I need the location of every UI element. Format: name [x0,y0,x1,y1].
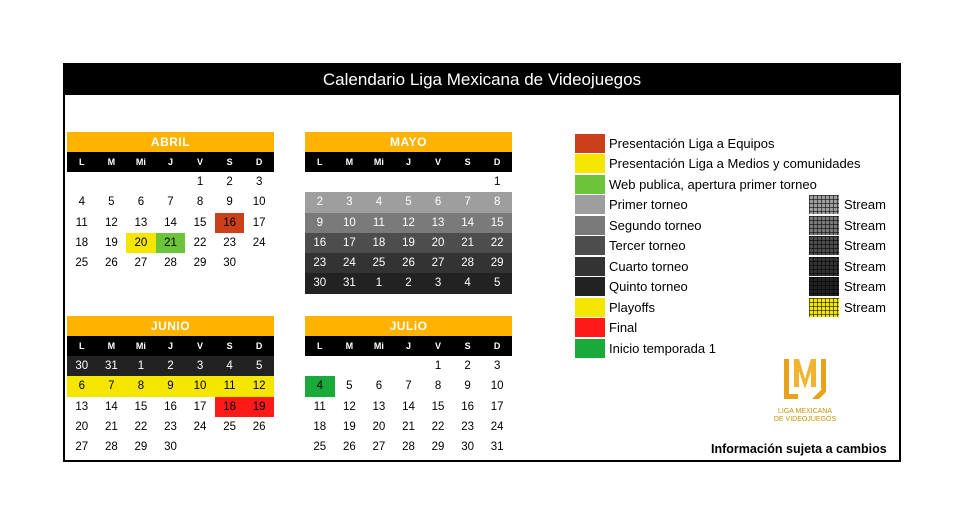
day-cell: 26 [394,253,424,273]
day-cell: 23 [461,420,474,433]
legend [575,133,893,359]
day-cell: 20 [126,233,156,253]
weekday-label: S [464,341,471,351]
week-row [305,213,512,233]
day-cell: 1 [126,356,156,376]
day-cell: 18 [313,420,327,433]
day-cell: 3 [335,192,365,212]
week-row [67,356,274,376]
week-row [305,356,512,376]
day-cell: 6 [137,196,145,209]
week-row [305,417,512,437]
weekday-label: D [255,341,263,351]
day-cell: 5 [394,192,424,212]
day-cell: 22 [431,420,445,433]
day-cell: 27 [372,441,386,454]
day-cell: 2 [305,192,335,212]
week-row [305,273,512,293]
day-cell: 10 [335,213,365,233]
day-cell: 19 [244,397,274,417]
weekday-label: M [345,157,354,167]
weekday-label: Mi [373,341,384,351]
weekday-header [67,336,274,356]
stream-swatch [809,257,839,276]
day-cell: 10 [252,196,266,209]
month-header: MAYO [305,132,512,152]
day-cell: 28 [164,257,177,270]
day-cell: 2 [394,273,424,293]
legend-swatch [575,175,605,194]
day-cell [305,356,335,376]
weekday-label: L [317,157,323,167]
day-cell [215,437,245,457]
day-cell: 11 [75,216,88,229]
logo-caption [770,408,840,424]
legend-swatch [575,154,605,173]
day-cell: 19 [104,236,118,249]
day-cell [364,356,394,376]
stream-indicator [809,298,886,317]
day-cell: 20 [372,420,386,433]
day-cell: 5 [482,273,512,293]
stream-indicator [809,195,886,214]
day-cell: 29 [482,253,512,273]
weekday-label: J [167,157,173,167]
day-cell: 16 [164,400,177,413]
day-cell: 11 [313,400,326,413]
league-logo [770,357,840,424]
weekday-label: J [167,341,173,351]
day-cell: 17 [335,233,365,253]
day-cell: 30 [461,441,474,454]
stream-swatch [809,236,839,255]
week-row [305,172,512,192]
legend-label: Primer torneo [609,197,688,213]
weekday-label: D [493,157,501,167]
day-cell: 28 [453,253,483,273]
weekday-label: L [79,341,85,351]
day-cell: 10 [185,376,215,396]
legend-label: Cuarto torneo [609,258,689,274]
weekday-label: V [197,341,204,351]
day-cell: 9 [226,196,233,209]
day-cell [126,172,156,192]
legend-swatch [575,318,605,337]
day-cell: 29 [431,441,445,454]
day-cell: 1 [364,273,394,293]
legend-item [575,174,893,195]
legend-item [575,215,893,236]
day-cell [185,437,215,457]
legend-item [575,133,893,154]
day-cell: 18 [215,397,245,417]
legend-swatch [575,277,605,296]
day-cell: 5 [346,380,353,393]
day-cell: 7 [167,196,174,209]
stream-indicator [809,257,886,276]
legend-label: Segundo torneo [609,217,702,233]
legend-item [575,256,893,277]
weekday-label: D [255,157,263,167]
stream-label: Stream [844,238,886,254]
day-cell: 14 [164,216,177,229]
day-cell: 16 [305,233,335,253]
day-cell: 7 [97,376,127,396]
stream-swatch [809,298,839,317]
weekday-label: V [435,341,442,351]
weekday-label: L [79,157,85,167]
day-cell: 15 [431,400,445,413]
day-cell: 30 [223,257,236,270]
stream-label: Stream [844,279,886,295]
stream-indicator [809,216,886,235]
month-header: JUNIO [67,316,274,336]
day-cell: 1 [493,176,501,188]
week-row [67,213,274,233]
month-header: JULiO [305,316,512,336]
page-title: Calendario Liga Mexicana de Videojuegos [65,65,899,95]
day-cell: 24 [193,420,207,433]
weekday-header [305,336,512,356]
week-row [305,192,512,212]
day-cell: 24 [490,420,504,433]
day-cell: 20 [423,233,453,253]
day-cell: 1 [434,360,442,372]
day-cell: 12 [244,376,274,396]
month-junio [67,316,274,457]
legend-swatch [575,134,605,153]
day-cell [453,172,483,192]
stream-label: Stream [844,217,886,233]
month-mayo [305,132,512,294]
day-cell: 31 [490,441,504,454]
week-row [67,192,274,212]
day-cell: 14 [104,400,118,413]
day-cell: 28 [104,441,118,454]
day-cell [244,253,274,273]
day-cell: 23 [223,236,236,249]
day-cell: 25 [364,253,394,273]
weekday-label: V [197,157,204,167]
weekday-label: Mi [135,341,146,351]
day-cell: 21 [156,233,186,253]
day-cell: 22 [193,236,207,249]
day-cell: 2 [226,176,233,188]
day-cell: 12 [394,213,424,233]
day-cell: 27 [75,441,89,454]
day-cell [156,172,186,192]
legend-swatch [575,216,605,235]
stream-indicator [809,236,886,255]
weekday-label: M [107,157,116,167]
legend-item [575,195,893,216]
stream-label: Stream [844,299,886,315]
day-cell: 17 [252,216,266,229]
weekday-label: S [226,341,233,351]
day-cell: 25 [223,420,236,433]
stream-swatch [809,216,839,235]
month-julio [305,316,512,457]
day-cell [305,172,335,192]
day-cell: 18 [75,236,89,249]
weekday-label: D [493,341,501,351]
disclaimer-text: Información sujeta a cambios [711,442,887,456]
legend-swatch [575,236,605,255]
day-cell: 14 [402,400,415,413]
logo-line2: DE VIDEOJUEGOS [773,416,837,423]
weekday-label: J [405,157,411,167]
day-cell: 8 [482,192,512,212]
day-cell [67,172,97,192]
day-cell: 24 [252,236,266,249]
day-cell: 18 [364,233,394,253]
day-cell: 13 [372,400,386,413]
legend-swatch [575,339,605,358]
stream-swatch [809,277,839,296]
day-cell [335,356,365,376]
day-cell: 13 [134,216,148,229]
day-cell: 8 [126,376,156,396]
day-cell: 7 [405,380,412,393]
week-row [305,397,512,417]
day-cell: 11 [364,213,394,233]
weekday-label: M [345,341,354,351]
day-cell: 29 [134,441,148,454]
day-cell: 9 [305,213,335,233]
legend-item [575,318,893,339]
weekday-label: Mi [373,157,384,167]
legend-label: Web publica, apertura primer torneo [609,176,817,192]
week-row [67,437,274,457]
day-cell: 15 [134,400,148,413]
week-row [305,437,512,457]
weekday-label: L [317,341,323,351]
day-cell: 26 [104,257,118,270]
day-cell: 17 [490,400,504,413]
legend-swatch [575,195,605,214]
weekday-label: S [226,157,233,167]
day-cell: 4 [364,192,394,212]
weekday-label: V [435,157,442,167]
logo-line1: LIGA MEXICANA [777,408,833,415]
weekday-header [67,152,274,172]
lmv-logo-icon [782,357,828,401]
day-cell [97,172,127,192]
day-cell: 6 [67,376,97,396]
day-cell [423,172,453,192]
day-cell: 10 [490,380,504,393]
legend-label: Tercer torneo [609,238,686,254]
day-cell: 26 [342,441,356,454]
day-cell: 3 [255,176,263,188]
day-cell: 9 [464,380,471,393]
legend-label: Presentación Liga a Medios y comunidades [609,156,861,172]
week-row [305,253,512,273]
day-cell: 12 [104,216,118,229]
day-cell: 27 [134,257,148,270]
day-cell: 8 [196,196,204,209]
day-cell: 4 [78,196,85,209]
day-cell: 29 [193,257,207,270]
day-cell: 31 [97,356,127,376]
stream-indicator [809,277,886,296]
weekday-label: S [464,157,471,167]
legend-label: Inicio temporada 1 [609,340,716,356]
day-cell: 6 [375,380,383,393]
day-cell [335,172,365,192]
day-cell: 26 [252,420,266,433]
day-cell [394,356,424,376]
day-cell: 4 [305,376,335,396]
day-cell: 30 [305,273,335,293]
day-cell [244,437,274,457]
weekday-header [305,152,512,172]
week-row [67,417,274,437]
calendar-frame [63,63,901,462]
day-cell: 13 [423,213,453,233]
day-cell: 19 [394,233,424,253]
day-cell: 24 [335,253,365,273]
day-cell: 15 [193,216,207,229]
day-cell: 20 [75,420,89,433]
day-cell: 3 [493,360,501,372]
legend-label: Presentación Liga a Equipos [609,135,775,151]
day-cell: 30 [67,356,97,376]
day-cell: 25 [75,257,89,270]
stream-label: Stream [844,197,886,213]
day-cell: 9 [156,376,186,396]
day-cell: 12 [342,400,356,413]
day-cell: 21 [402,420,415,433]
week-row [67,172,274,192]
legend-item [575,338,893,359]
week-row [67,376,274,396]
day-cell: 16 [215,213,245,233]
day-cell: 1 [196,176,204,188]
day-cell: 22 [134,420,148,433]
day-cell: 4 [453,273,483,293]
day-cell: 4 [215,356,245,376]
day-cell: 17 [193,400,207,413]
day-cell: 2 [464,360,471,372]
day-cell [364,172,394,192]
day-cell: 5 [244,356,274,376]
legend-label: Final [609,320,638,336]
stream-label: Stream [844,258,886,274]
day-cell: 2 [156,356,186,376]
day-cell: 3 [423,273,453,293]
legend-item [575,236,893,257]
day-cell: 27 [423,253,453,273]
week-row [305,376,512,396]
day-cell: 30 [164,441,177,454]
week-row [67,397,274,417]
weekday-label: M [107,341,116,351]
day-cell: 3 [185,356,215,376]
day-cell: 7 [453,192,483,212]
day-cell: 23 [164,420,177,433]
stream-swatch [809,195,839,214]
legend-swatch [575,257,605,276]
day-cell: 16 [461,400,474,413]
day-cell: 5 [108,196,115,209]
legend-item [575,154,893,175]
day-cell: 22 [482,233,512,253]
day-cell: 8 [434,380,442,393]
day-cell: 31 [335,273,365,293]
day-cell [394,172,424,192]
legend-item [575,277,893,298]
legend-label: Quinto torneo [609,279,688,295]
weekday-label: Mi [135,157,146,167]
weekday-label: J [405,341,411,351]
day-cell: 25 [313,441,327,454]
day-cell: 21 [453,233,483,253]
legend-item [575,297,893,318]
week-row [67,253,274,273]
month-abril [67,132,274,273]
day-cell: 14 [453,213,483,233]
week-row [305,233,512,253]
day-cell: 19 [342,420,356,433]
day-cell: 23 [305,253,335,273]
day-cell: 28 [402,441,415,454]
day-cell: 13 [75,400,89,413]
legend-label: Playoffs [609,299,656,315]
day-cell: 15 [482,213,512,233]
month-header: ABRIL [67,132,274,152]
day-cell: 11 [215,376,245,396]
day-cell: 6 [423,192,453,212]
week-row [67,233,274,253]
day-cell: 21 [104,420,118,433]
legend-swatch [575,298,605,317]
